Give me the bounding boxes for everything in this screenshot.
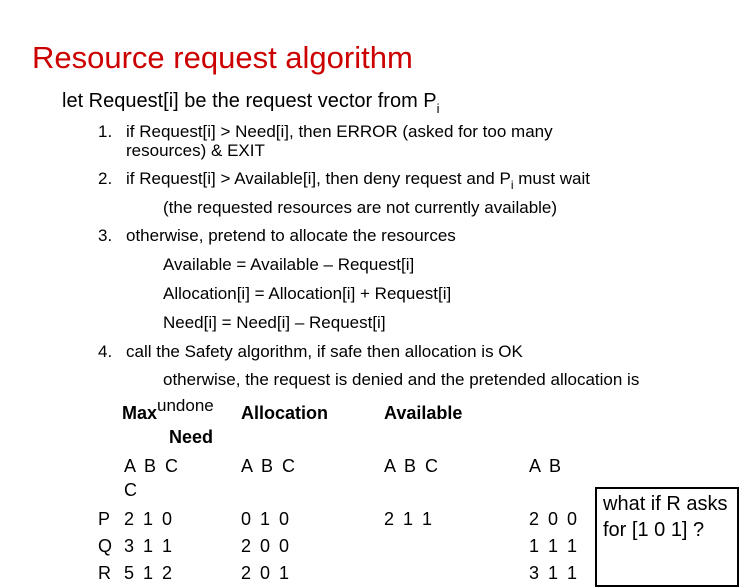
step-4-number: 4. <box>98 342 113 361</box>
allocation-columns: A B C <box>241 456 296 476</box>
step-2-number: 2. <box>98 169 113 188</box>
header-allocation: Allocation <box>241 403 329 423</box>
step-4-text: call the Safety algorithm, if safe then allocation is OK <box>126 342 523 361</box>
row-r-label: R <box>98 563 111 583</box>
max-columns-c: C <box>124 480 137 500</box>
step-3-number: 3. <box>98 226 113 245</box>
step-1-text: if Request[i] > Need[i], then ERROR (asked for too many <box>126 122 553 141</box>
step-2-line-1 <box>98 169 591 192</box>
row-q-label: Q <box>98 536 113 556</box>
row-r-need: 3 1 1 <box>529 563 578 583</box>
step-3-line-3: Allocation[i] = Allocation[i] + Request[i] <box>163 284 452 303</box>
intro-line <box>62 90 440 116</box>
row-r-allocation: 2 0 1 <box>241 563 290 583</box>
step-3-line-4: Need[i] = Need[i] – Request[i] <box>163 313 386 332</box>
intro-subscript: i <box>436 101 440 116</box>
slide-title: Resource request algorithm <box>32 40 413 75</box>
what-if-callout: what if R asks for [1 0 1] ? <box>595 487 739 587</box>
row-p-allocation: 0 1 0 <box>241 509 290 529</box>
intro-text: let Request[i] be the request vector from P <box>62 90 437 112</box>
row-q-allocation: 2 0 0 <box>241 536 290 556</box>
step-2-text-a: if Request[i] > Available[i], then deny request and P <box>126 169 511 188</box>
row-p-need: 2 0 0 <box>529 509 578 529</box>
row-p-available: 2 1 1 <box>384 509 433 529</box>
row-p-label: P <box>98 509 111 529</box>
header-available: Available <box>384 403 463 423</box>
row-p-max: 2 1 0 <box>124 509 173 529</box>
step-4-line-1 <box>98 342 523 362</box>
header-max <box>122 396 214 424</box>
row-q-need: 1 1 1 <box>529 536 578 556</box>
available-columns: A B C <box>384 456 439 476</box>
step-1-line-2: resources) & EXIT <box>126 141 265 160</box>
row-r-max: 5 1 2 <box>124 563 173 583</box>
step-4-line-3: undone <box>157 396 214 415</box>
step-2-line-2: (the requested resources are not currently available) <box>163 198 558 217</box>
step-3-text: otherwise, pretend to allocate the resources <box>126 226 456 245</box>
step-2-subscript: i <box>510 178 514 192</box>
row-q-max: 3 1 1 <box>124 536 173 556</box>
header-max-label: Max <box>122 403 158 423</box>
step-2-text-b: must wait <box>513 169 591 188</box>
step-1-number: 1. <box>98 122 113 141</box>
step-1-line-1 <box>98 122 553 142</box>
max-columns: A B C <box>124 456 179 476</box>
step-4-line-2: otherwise, the request is denied and the pretended allocation is <box>163 370 640 389</box>
need-columns: A B <box>529 456 562 476</box>
step-3-line-2: Available = Available – Request[i] <box>163 255 415 274</box>
step-3-line-1 <box>98 226 456 246</box>
header-need: Need <box>169 427 214 447</box>
